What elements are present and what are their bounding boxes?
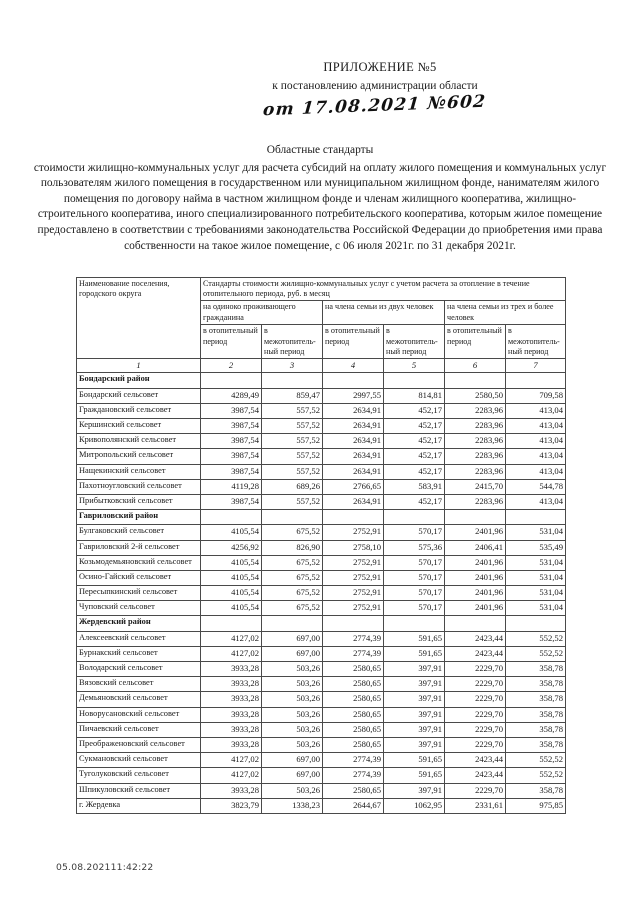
value-cell: 575,36 — [384, 540, 445, 555]
value-cell: 2229,70 — [445, 662, 506, 677]
value-cell: 4256,92 — [201, 540, 262, 555]
value-cell: 397,91 — [384, 783, 445, 798]
value-cell: 557,52 — [262, 464, 323, 479]
value-cell: 397,91 — [384, 707, 445, 722]
table-row — [77, 403, 566, 418]
standards-table — [76, 277, 566, 814]
value-cell: 452,17 — [384, 419, 445, 434]
header-three-heating-period: в отопительный период — [445, 325, 506, 359]
value-cell: 552,52 — [506, 753, 566, 768]
value-cell: 413,04 — [506, 464, 566, 479]
value-cell: 697,00 — [262, 753, 323, 768]
settlement-name: Преображеновский сельсовет — [77, 737, 201, 752]
value-cell: 2997,55 — [323, 388, 384, 403]
value-cell: 4105,54 — [201, 570, 262, 585]
value-cell: 2580,65 — [323, 783, 384, 798]
value-cell: 2229,70 — [445, 677, 506, 692]
value-cell: 452,17 — [384, 449, 445, 464]
value-cell: 413,04 — [506, 403, 566, 418]
header-single-interheating-period: в межотопитель-ный период — [262, 325, 323, 359]
value-cell: 3933,28 — [201, 783, 262, 798]
value-cell — [262, 373, 323, 388]
table-row — [77, 737, 566, 752]
value-cell — [262, 510, 323, 525]
value-cell — [506, 616, 566, 631]
table-row — [77, 662, 566, 677]
value-cell: 2634,91 — [323, 494, 384, 509]
settlement-name: Бондарский сельсовет — [77, 388, 201, 403]
settlement-name: Вязовский сельсовет — [77, 677, 201, 692]
value-cell: 2752,91 — [323, 525, 384, 540]
value-cell: 358,78 — [506, 783, 566, 798]
scan-timestamp: 05.08.202111:42:22 — [56, 862, 154, 873]
value-cell: 2774,39 — [323, 753, 384, 768]
settlement-name: Демьяновский сельсовет — [77, 692, 201, 707]
settlement-name: Митропольский сельсовет — [77, 449, 201, 464]
district-name: Бондарский район — [77, 373, 201, 388]
table-row — [77, 449, 566, 464]
value-cell: 1062,95 — [384, 798, 445, 813]
value-cell: 1338,23 — [262, 798, 323, 813]
table-row — [77, 434, 566, 449]
value-cell: 570,17 — [384, 555, 445, 570]
settlement-name: Кривополянский сельсовет — [77, 434, 201, 449]
value-cell: 2229,70 — [445, 722, 506, 737]
table-row — [77, 783, 566, 798]
value-cell: 557,52 — [262, 403, 323, 418]
title-description: стоимости жилищно-коммунальных услуг для расчета субсидий на оплату жилого помещения и коммунальных услуг пользователям жилого помещения в государственном или муниципальном жилищном фонде, нанимателям жилого помещения по договору найма в частном жилищном фонде и членам жилищного кооператива, жилищно-строительного кооператива, иного специализированного потребительского кооператива, которым жилое помещение предоставлено в соответствии с требованиями законодательства Российской Федерации до приобретения ими права собственности на такое жилое помещение, с 06 июля 2021г. по 31 декабря 2021г. — [33, 161, 607, 252]
table-row — [77, 707, 566, 722]
table-row — [77, 692, 566, 707]
column-number-7: 7 — [506, 359, 566, 373]
value-cell: 2401,96 — [445, 570, 506, 585]
value-cell: 709,58 — [506, 388, 566, 403]
value-cell: 358,78 — [506, 707, 566, 722]
value-cell: 583,91 — [384, 479, 445, 494]
value-cell: 3933,28 — [201, 737, 262, 752]
settlement-name: г. Жердевка — [77, 798, 201, 813]
value-cell: 2283,96 — [445, 434, 506, 449]
value-cell: 2634,91 — [323, 464, 384, 479]
column-number-4: 4 — [323, 359, 384, 373]
settlement-name: Новорусановский сельсовет — [77, 707, 201, 722]
value-cell: 397,91 — [384, 737, 445, 752]
value-cell: 413,04 — [506, 419, 566, 434]
value-cell: 675,52 — [262, 570, 323, 585]
value-cell: 535,49 — [506, 540, 566, 555]
value-cell: 452,17 — [384, 434, 445, 449]
value-cell: 503,26 — [262, 737, 323, 752]
value-cell: 503,26 — [262, 692, 323, 707]
value-cell: 2283,96 — [445, 403, 506, 418]
value-cell: 4105,54 — [201, 525, 262, 540]
table-row — [77, 494, 566, 509]
value-cell: 2580,65 — [323, 662, 384, 677]
value-cell: 552,52 — [506, 768, 566, 783]
table-row — [77, 768, 566, 783]
value-cell: 3933,28 — [201, 692, 262, 707]
decree-reference-line: к постановлению администрации области — [272, 80, 478, 92]
document-header — [0, 60, 640, 121]
column-number-row — [77, 359, 566, 373]
value-cell: 2229,70 — [445, 737, 506, 752]
settlement-name: Гавриловский 2-й сельсовет — [77, 540, 201, 555]
value-cell: 2415,70 — [445, 479, 506, 494]
settlement-name: Володарский сельсовет — [77, 662, 201, 677]
settlement-name: Прибытковский сельсовет — [77, 494, 201, 509]
value-cell: 413,04 — [506, 434, 566, 449]
value-cell — [445, 373, 506, 388]
value-cell: 2580,50 — [445, 388, 506, 403]
value-cell — [506, 510, 566, 525]
value-cell: 531,04 — [506, 570, 566, 585]
value-cell: 531,04 — [506, 525, 566, 540]
value-cell: 2580,65 — [323, 707, 384, 722]
table-row — [77, 631, 566, 646]
table-row — [77, 464, 566, 479]
value-cell: 4105,54 — [201, 601, 262, 616]
value-cell — [384, 510, 445, 525]
table-row — [77, 586, 566, 601]
header-standards-group: Стандарты стоимости жилищно-коммунальных услуг с учетом расчета за отопление в течение отопительного периода, руб. в месяц — [201, 278, 566, 301]
column-number-1: 1 — [77, 359, 201, 373]
header-group-single-citizen: на одиноко проживающего гражданина — [201, 301, 323, 325]
settlement-name: Осино-Гайский сельсовет — [77, 570, 201, 585]
value-cell — [262, 616, 323, 631]
district-name: Жердевский район — [77, 616, 201, 631]
value-cell: 826,90 — [262, 540, 323, 555]
value-cell: 4127,02 — [201, 768, 262, 783]
table-body — [77, 373, 566, 813]
value-cell: 2283,96 — [445, 419, 506, 434]
value-cell — [201, 510, 262, 525]
value-cell: 397,91 — [384, 677, 445, 692]
value-cell — [384, 616, 445, 631]
value-cell: 2634,91 — [323, 449, 384, 464]
value-cell — [323, 373, 384, 388]
settlement-name: Пахотноугловский сельсовет — [77, 479, 201, 494]
value-cell: 3987,54 — [201, 434, 262, 449]
value-cell: 2752,91 — [323, 586, 384, 601]
settlement-name: Сукмановский сельсовет — [77, 753, 201, 768]
value-cell: 591,65 — [384, 646, 445, 661]
value-cell: 697,00 — [262, 646, 323, 661]
value-cell: 2580,65 — [323, 677, 384, 692]
value-cell: 3933,28 — [201, 677, 262, 692]
value-cell: 3987,54 — [201, 464, 262, 479]
document-title-block — [32, 143, 608, 254]
value-cell: 3987,54 — [201, 419, 262, 434]
table-header-row-group — [77, 278, 566, 301]
standards-table-container — [76, 277, 565, 814]
value-cell: 4105,54 — [201, 555, 262, 570]
value-cell: 591,65 — [384, 631, 445, 646]
value-cell: 4289,49 — [201, 388, 262, 403]
value-cell: 2283,96 — [445, 449, 506, 464]
value-cell: 4119,28 — [201, 479, 262, 494]
value-cell: 2423,44 — [445, 646, 506, 661]
value-cell: 697,00 — [262, 631, 323, 646]
district-row — [77, 373, 566, 388]
value-cell: 4127,02 — [201, 631, 262, 646]
settlement-name: Алексеевский сельсовет — [77, 631, 201, 646]
table-row — [77, 388, 566, 403]
value-cell: 675,52 — [262, 525, 323, 540]
value-cell — [384, 373, 445, 388]
district-row — [77, 510, 566, 525]
value-cell: 557,52 — [262, 494, 323, 509]
table-row — [77, 555, 566, 570]
table-row — [77, 525, 566, 540]
value-cell: 2774,39 — [323, 646, 384, 661]
value-cell — [506, 373, 566, 388]
value-cell: 397,91 — [384, 692, 445, 707]
value-cell: 2580,65 — [323, 722, 384, 737]
value-cell: 2401,96 — [445, 601, 506, 616]
title-heading: Областные стандарты — [266, 144, 374, 156]
value-cell: 4127,02 — [201, 646, 262, 661]
settlement-name: Пересыпкинский сельсовет — [77, 586, 201, 601]
value-cell: 2752,91 — [323, 570, 384, 585]
value-cell: 675,52 — [262, 601, 323, 616]
settlement-name: Кершинский сельсовет — [77, 419, 201, 434]
value-cell: 413,04 — [506, 449, 566, 464]
table-head — [77, 278, 566, 373]
header-single-heating-period: в отопительный период — [201, 325, 262, 359]
value-cell: 452,17 — [384, 494, 445, 509]
value-cell: 859,47 — [262, 388, 323, 403]
value-cell: 358,78 — [506, 692, 566, 707]
settlement-name: Граждановский сельсовет — [77, 403, 201, 418]
value-cell: 413,04 — [506, 494, 566, 509]
settlement-name: Нащекинский сельсовет — [77, 464, 201, 479]
value-cell: 531,04 — [506, 601, 566, 616]
value-cell: 689,26 — [262, 479, 323, 494]
value-cell: 570,17 — [384, 525, 445, 540]
value-cell: 2634,91 — [323, 434, 384, 449]
value-cell: 3987,54 — [201, 449, 262, 464]
value-cell: 3987,54 — [201, 494, 262, 509]
value-cell: 3823,79 — [201, 798, 262, 813]
value-cell: 4105,54 — [201, 586, 262, 601]
value-cell: 4127,02 — [201, 753, 262, 768]
value-cell: 675,52 — [262, 586, 323, 601]
value-cell: 2423,44 — [445, 631, 506, 646]
table-row — [77, 570, 566, 585]
table-row — [77, 677, 566, 692]
value-cell: 552,52 — [506, 631, 566, 646]
district-row — [77, 616, 566, 631]
value-cell: 358,78 — [506, 662, 566, 677]
value-cell: 814,81 — [384, 388, 445, 403]
value-cell: 3987,54 — [201, 403, 262, 418]
value-cell: 2229,70 — [445, 783, 506, 798]
value-cell: 2758,10 — [323, 540, 384, 555]
table-row — [77, 798, 566, 813]
value-cell: 557,52 — [262, 419, 323, 434]
table-row — [77, 646, 566, 661]
value-cell: 2423,44 — [445, 768, 506, 783]
value-cell: 675,52 — [262, 555, 323, 570]
table-row — [77, 722, 566, 737]
handwritten-date-number: от 17.08.2021 №602 — [262, 91, 488, 121]
header-group-family-two: на члена семьи из двух человек — [323, 301, 445, 325]
settlement-name: Козьмодемьяновский сельсовет — [77, 555, 201, 570]
value-cell: 570,17 — [384, 586, 445, 601]
value-cell: 503,26 — [262, 722, 323, 737]
value-cell — [201, 616, 262, 631]
value-cell — [323, 510, 384, 525]
column-number-5: 5 — [384, 359, 445, 373]
value-cell: 3933,28 — [201, 707, 262, 722]
value-cell: 697,00 — [262, 768, 323, 783]
column-number-3: 3 — [262, 359, 323, 373]
value-cell: 2634,91 — [323, 419, 384, 434]
value-cell: 2401,96 — [445, 555, 506, 570]
header-group-family-three-plus: на члена семьи из трех и более человек — [445, 301, 566, 325]
value-cell: 591,65 — [384, 753, 445, 768]
header-name-column: Наименование поселения, городского округа — [77, 278, 201, 359]
value-cell: 2752,91 — [323, 601, 384, 616]
table-row — [77, 419, 566, 434]
settlement-name: Булгаковский сельсовет — [77, 525, 201, 540]
value-cell: 452,17 — [384, 403, 445, 418]
value-cell: 358,78 — [506, 722, 566, 737]
value-cell: 2766,65 — [323, 479, 384, 494]
header-two-heating-period: в отопительный период — [323, 325, 384, 359]
column-number-6: 6 — [445, 359, 506, 373]
value-cell: 503,26 — [262, 662, 323, 677]
settlement-name: Бурнакский сельсовет — [77, 646, 201, 661]
value-cell: 2406,41 — [445, 540, 506, 555]
value-cell: 975,85 — [506, 798, 566, 813]
value-cell: 2229,70 — [445, 707, 506, 722]
settlement-name: Туголуковский сельсовет — [77, 768, 201, 783]
value-cell — [323, 616, 384, 631]
value-cell: 3933,28 — [201, 662, 262, 677]
value-cell: 2423,44 — [445, 753, 506, 768]
appendix-title: ПРИЛОЖЕНИЕ №5 — [323, 60, 437, 74]
value-cell: 531,04 — [506, 586, 566, 601]
value-cell: 452,17 — [384, 464, 445, 479]
table-row — [77, 479, 566, 494]
value-cell: 2774,39 — [323, 631, 384, 646]
value-cell: 570,17 — [384, 570, 445, 585]
value-cell: 2229,70 — [445, 692, 506, 707]
value-cell: 397,91 — [384, 662, 445, 677]
value-cell: 2283,96 — [445, 464, 506, 479]
value-cell: 2401,96 — [445, 525, 506, 540]
value-cell: 2634,91 — [323, 403, 384, 418]
value-cell — [445, 510, 506, 525]
value-cell: 557,52 — [262, 449, 323, 464]
value-cell: 503,26 — [262, 707, 323, 722]
value-cell: 2580,65 — [323, 737, 384, 752]
value-cell: 2283,96 — [445, 494, 506, 509]
value-cell: 2580,65 — [323, 692, 384, 707]
value-cell — [201, 373, 262, 388]
value-cell: 503,26 — [262, 677, 323, 692]
settlement-name: Чуповский сельсовет — [77, 601, 201, 616]
value-cell: 2644,67 — [323, 798, 384, 813]
value-cell: 2774,39 — [323, 768, 384, 783]
header-three-interheating-period: в межотопитель-ный период — [506, 325, 566, 359]
value-cell: 2331,61 — [445, 798, 506, 813]
settlement-name: Шпикуловский сельсовет — [77, 783, 201, 798]
value-cell: 3933,28 — [201, 722, 262, 737]
value-cell: 2752,91 — [323, 555, 384, 570]
table-row — [77, 601, 566, 616]
value-cell: 544,78 — [506, 479, 566, 494]
table-row — [77, 753, 566, 768]
value-cell: 2401,96 — [445, 586, 506, 601]
value-cell: 591,65 — [384, 768, 445, 783]
value-cell: 531,04 — [506, 555, 566, 570]
header-two-interheating-period: в межотопитель-ный период — [384, 325, 445, 359]
table-row — [77, 540, 566, 555]
district-name: Гавриловский район — [77, 510, 201, 525]
settlement-name: Пичаевский сельсовет — [77, 722, 201, 737]
value-cell: 552,52 — [506, 646, 566, 661]
value-cell: 570,17 — [384, 601, 445, 616]
value-cell: 503,26 — [262, 783, 323, 798]
value-cell: 358,78 — [506, 737, 566, 752]
column-number-2: 2 — [201, 359, 262, 373]
value-cell: 358,78 — [506, 677, 566, 692]
value-cell: 397,91 — [384, 722, 445, 737]
value-cell — [445, 616, 506, 631]
value-cell: 557,52 — [262, 434, 323, 449]
